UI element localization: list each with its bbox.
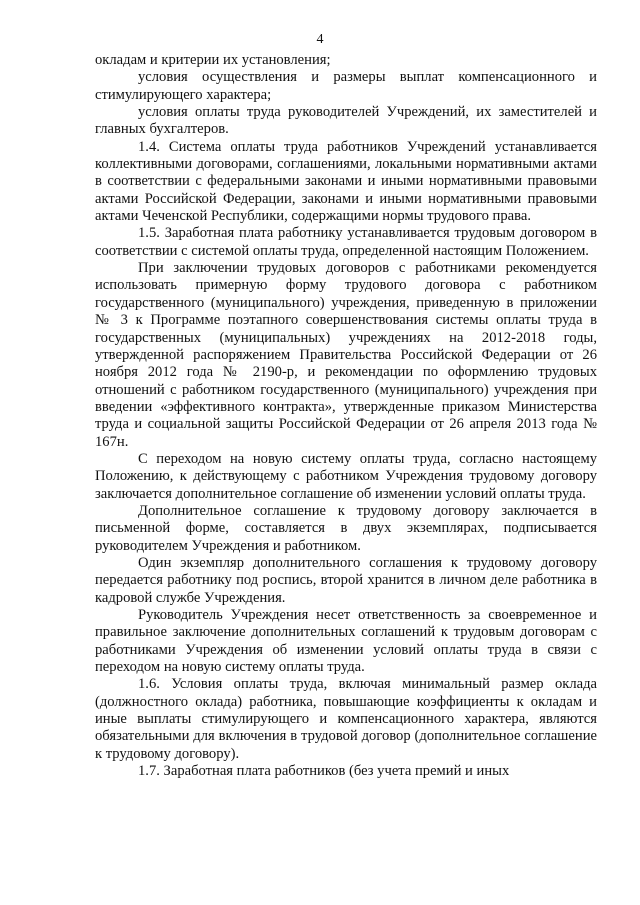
paragraph-agreement-copy: Один экземпляр дополнительного соглашения к трудовому договору передается работнику под роспись, второй хранится в личном деле работника в кадровой службе Учреждения. (95, 554, 597, 606)
paragraph-1-7: 1.7. Заработная плата работников (без учета премий и иных (138, 763, 510, 780)
paragraph-1-6: 1.6. Условия оплаты труда, включая минимальный размер оклада (должностного оклада) работника, повышающие коэффициенты к окладам и иные выплаты стимулирующего и компенсационного характера, являются обязательными для включения в трудовой договор (дополнительное соглашение к трудовому договору). (95, 676, 597, 762)
paragraph-1-5: 1.5. Заработная плата работнику устанавливается трудовым договором в соответствии с системой оплаты труда, определенной настоящим Положением. (95, 225, 597, 259)
paragraph-compensation-conditions: условия осуществления и размеры выплат компенсационного и стимулирующего характера; (95, 69, 597, 103)
page-number: 4 (316, 32, 324, 47)
paragraph-additional-agreement-form: Дополнительное соглашение к трудовому договору заключается в письменной форме, составляется в двух экземплярах, подписывается руководителем Учреждения и работником. (95, 502, 597, 554)
document-body (95, 52, 597, 780)
paragraph-transition-agreement: С переходом на новую систему оплаты труда, согласно настоящему Положению, к действующему с работником Учреждения трудовому договору заключается дополнительное соглашение об изменении условий оплаты труда. (95, 450, 597, 502)
paragraph-manager-responsibility: Руководитель Учреждения несет ответственность за своевременное и правильное заключение дополнительных соглашений к трудовым договорам с работниками Учреждения об изменении условий оплаты труда в связи с переходом на новую систему оплаты труда. (95, 607, 597, 676)
paragraph-continuation: окладам и критерии их установления; (95, 52, 331, 68)
paragraph-contract-recommendations: При заключении трудовых договоров с работниками рекомендуется использовать примерную форму трудового договора с работником государственного (муниципального) учреждения, приведенную в приложении № 3 к Программе поэтапного совершенствования системы оплаты труда в государственных (муниципальных) учреждениях на 2012-2018 годы, утвержденной распоряжением Правительства Российской Федерации от 26 ноября 2012 года № 2190-р, и рекомендации по оформлению трудовых отношений с работником государственного (муниципального) учреждения при введении «эффективного контракта», утвержденные приказом Министерства труда и социальной защиты Российской Федерации от 26 апреля 2013 года № 167н. (95, 260, 597, 450)
paragraph-1-4: 1.4. Система оплаты труда работников Учреждений устанавливается коллективными договорами, соглашениями, локальными нормативными актами в соответствии с федеральными законами и иными нормативными правовыми актами Российской Федерации, законами и иными нормативными правовыми актами Чеченской Республики, содержащими нормы трудового права. (95, 138, 597, 225)
paragraph-management-pay-conditions: условия оплаты труда руководителей Учреждений, их заместителей и главных бухгалтеров. (95, 104, 597, 138)
